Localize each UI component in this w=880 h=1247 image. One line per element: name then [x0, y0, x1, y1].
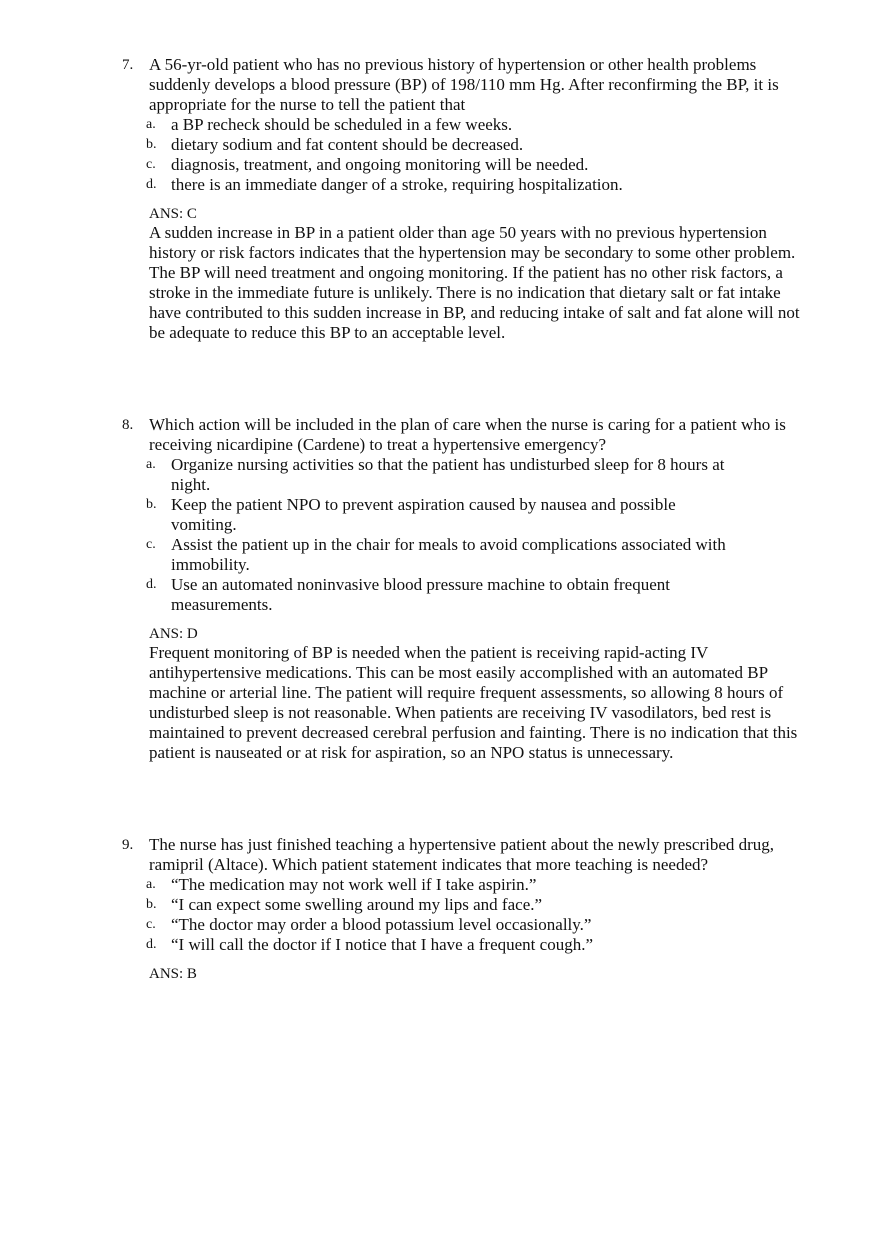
answer-key: ANS: D: [149, 626, 198, 642]
option-text: “I will call the doctor if I notice that I have a frequent cough.”: [171, 935, 593, 954]
question-stem: Which action will be included in the plan of care when the nurse is caring for a patient who is receiving nicardipine (Cardene) to treat a hypertensive emergency?: [149, 415, 786, 454]
option-text: diagnosis, treatment, and ongoing monitoring will be needed.: [171, 155, 589, 174]
answer-key: ANS: B: [149, 966, 197, 982]
option-letter: d.: [146, 177, 157, 192]
option-letter: c.: [146, 157, 156, 172]
option-text: Assist the patient up in the chair for meals to avoid complications associated with immobility.: [171, 535, 726, 574]
option-text: Use an automated noninvasive blood pressure machine to obtain frequent measurements.: [171, 575, 670, 614]
option-text: “The doctor may order a blood potassium level occasionally.”: [171, 915, 592, 934]
rationale-text: A sudden increase in BP in a patient older than age 50 years with no previous hypertension history or risk factors indicates that the hypertension may be secondary to some other problem. The BP will need treatment and ongoing monitoring. If the patient has no other risk factors, a stroke in the immediate future is unlikely. There is no indication that dietary salt or fat intake have contributed to this sudden increase in BP, and reducing intake of salt and fat alone will not be adequate to reduce this BP to an acceptable level.: [149, 223, 800, 342]
question-stem: The nurse has just finished teaching a hypertensive patient about the newly prescribed drug, ramipril (Altace). Which patient statement indicates that more teaching is needed?: [149, 835, 775, 874]
option-letter: c.: [146, 537, 156, 552]
rationale-text: Frequent monitoring of BP is needed when the patient is receiving rapid-acting IV antihypertensive medications. This can be most easily accomplished with an automated BP machine or arterial line. The patient will require frequent assessments, so allowing 8 hours of undisturbed sleep is not reasonable. When patients are receiving IV vasodilators, bed rest is maintained to prevent decreased cerebral perfusion and fainting. There is no indication that this patient is nauseated or at risk for aspiration, so an NPO status is unnecessary.: [149, 643, 798, 762]
option-text: Organize nursing activities so that the patient has undisturbed sleep for 8 hours at night.: [171, 455, 725, 494]
answer-key: ANS: C: [149, 206, 197, 222]
option-text: there is an immediate danger of a stroke, requiring hospitalization.: [171, 175, 623, 194]
option-text: “I can expect some swelling around my lips and face.”: [171, 895, 543, 914]
option-text: a BP recheck should be scheduled in a few weeks.: [171, 115, 513, 134]
question-number: 9.: [122, 837, 134, 853]
option-letter: b.: [146, 897, 157, 912]
option-letter: a.: [146, 457, 156, 472]
option-letter: c.: [146, 917, 156, 932]
option-letter: d.: [146, 577, 157, 592]
question-stem: A 56-yr-old patient who has no previous history of hypertension or other health problems suddenly develops a blood pressure (BP) of 198/110 mm Hg. After reconfirming the BP, it is appropriate for the nurse to tell the patient that: [149, 55, 779, 114]
option-letter: b.: [146, 137, 157, 152]
option-letter: a.: [146, 117, 156, 132]
option-letter: b.: [146, 497, 157, 512]
question-number: 8.: [122, 417, 134, 433]
option-letter: a.: [146, 877, 156, 892]
question-number: 7.: [122, 57, 134, 73]
option-letter: d.: [146, 937, 157, 952]
option-text: dietary sodium and fat content should be decreased.: [171, 135, 524, 154]
option-text: Keep the patient NPO to prevent aspiration caused by nausea and possible vomiting.: [171, 495, 676, 534]
option-text: “The medication may not work well if I take aspirin.”: [171, 875, 537, 894]
